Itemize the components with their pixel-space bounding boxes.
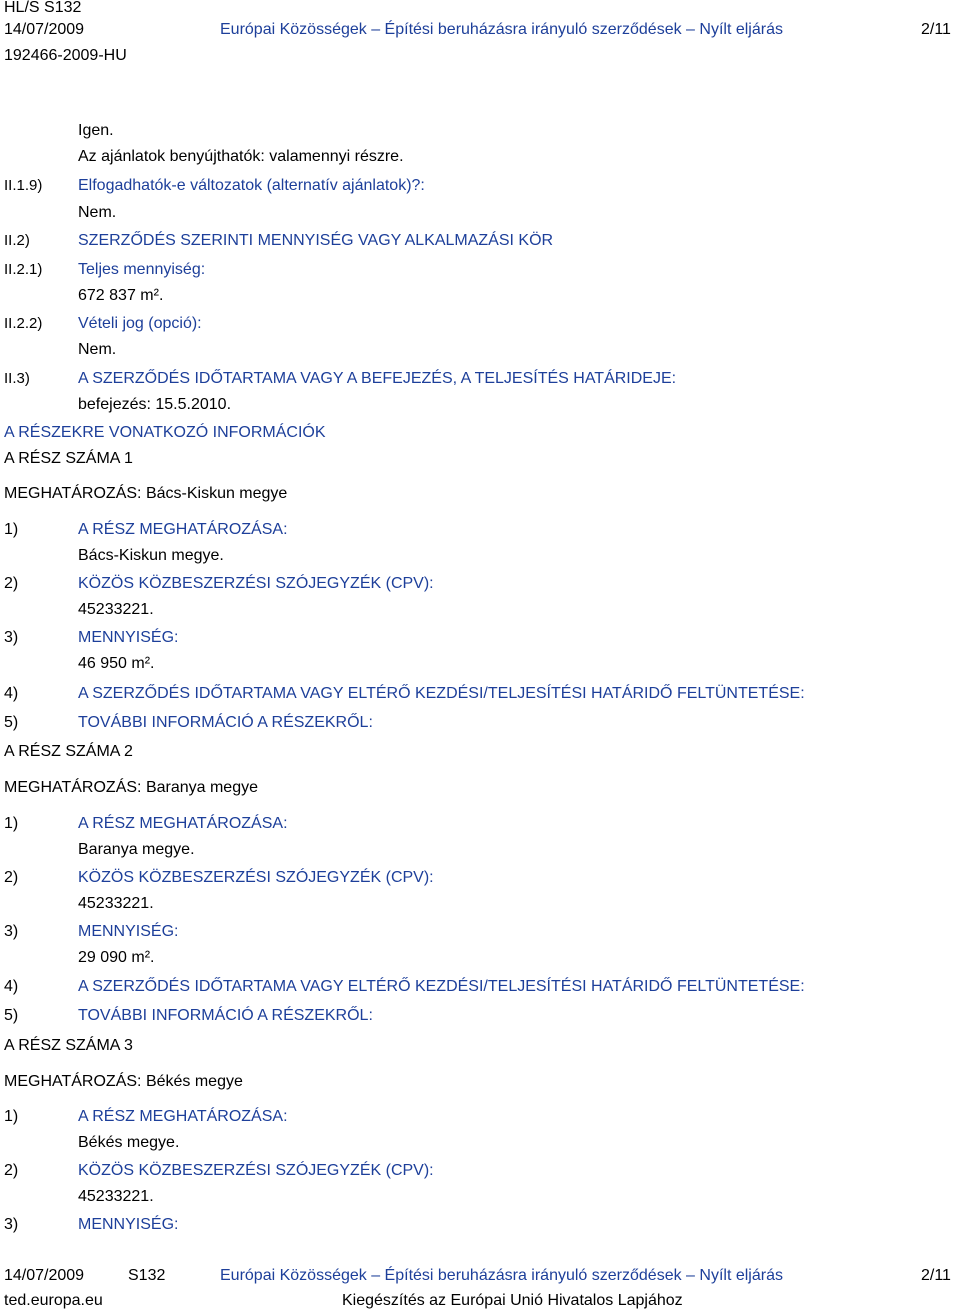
- lot-definition: MEGHATÁROZÁS: Baranya megye: [4, 779, 258, 796]
- reszek-heading: A RÉSZEKRE VONATKOZÓ INFORMÁCIÓK: [4, 424, 326, 441]
- lot-title: A RÉSZ SZÁMA 3: [4, 1037, 133, 1054]
- lot-item-number: 4): [4, 685, 19, 702]
- footer-journal: S132: [128, 1267, 166, 1284]
- lot-definition: MEGHATÁROZÁS: Békés megye: [4, 1073, 243, 1090]
- lot-definition: MEGHATÁROZÁS: Bács-Kiskun megye: [4, 485, 288, 502]
- lot-desc-label: A RÉSZ MEGHATÁROZÁSA:: [78, 521, 288, 538]
- lot-title: A RÉSZ SZÁMA 2: [4, 743, 133, 760]
- lot-desc-label: A RÉSZ MEGHATÁROZÁSA:: [78, 1108, 288, 1125]
- teljes-value: 672 837 m².: [78, 287, 164, 304]
- lot-item-number: 1): [4, 1108, 19, 1125]
- lot-time-label: A SZERZŐDÉS IDŐTARTAMA VAGY ELTÉRŐ KEZDÉSI/TELJESÍTÉSI HATÁRIDŐ FELTÜNTETÉSE:: [78, 978, 805, 995]
- header-date: 14/07/2009: [4, 21, 85, 38]
- lot-info-label: TOVÁBBI INFORMÁCIÓ A RÉSZEKRŐL:: [78, 714, 373, 731]
- lot-cpv-label: KÖZÖS KÖZBESZERZÉSI SZÓJEGYZÉK (CPV):: [78, 1162, 434, 1179]
- veteli-value: Nem.: [78, 341, 117, 358]
- lot-qty-value: 29 090 m².: [78, 949, 155, 966]
- section-number: II.2.1): [4, 261, 43, 278]
- lot-desc-label: A RÉSZ MEGHATÁROZÁSA:: [78, 815, 288, 832]
- teljes-label: Teljes mennyiség:: [78, 261, 206, 278]
- veteli-label: Vételi jog (opció):: [78, 315, 202, 332]
- lot-cpv-value: 45233221.: [78, 601, 154, 618]
- footer-title: Európai Közösségek – Építési beruházásra irányuló szerződések – Nyílt eljárás: [220, 1267, 783, 1284]
- lot-item-number: 5): [4, 1007, 19, 1024]
- lot-desc-value: Békés megye.: [78, 1134, 180, 1151]
- lot-item-number: 2): [4, 575, 19, 592]
- footer-site-link[interactable]: ted.europa.eu: [4, 1292, 103, 1309]
- alternativ-value: Nem.: [78, 204, 117, 221]
- lot-qty-label: MENNYISÉG:: [78, 923, 179, 940]
- lot-item-number: 1): [4, 815, 19, 832]
- idotartam-heading: A SZERZŐDÉS IDŐTARTAMA VAGY A BEFEJEZÉS, A TELJESÍTÉS HATÁRIDEJE:: [78, 370, 677, 387]
- footer-page: 2/11: [921, 1267, 951, 1284]
- document-id: 192466-2009-HU: [4, 47, 127, 64]
- lot-item-number: 2): [4, 1162, 19, 1179]
- lot-cpv-value: 45233221.: [78, 895, 154, 912]
- header-title: Európai Közösségek – Építési beruházásra irányuló szerződések – Nyílt eljárás: [220, 21, 783, 38]
- lot-item-number: 2): [4, 869, 19, 886]
- section-number: II.3): [4, 370, 30, 387]
- footer-supplement: Kiegészítés az Európai Unió Hivatalos Lapjához: [342, 1292, 683, 1309]
- ajanlatok-text: Az ajánlatok benyújthatók: valamennyi részre.: [78, 148, 404, 165]
- lot-qty-label: MENNYISÉG:: [78, 1216, 179, 1233]
- lot-cpv-label: KÖZÖS KÖZBESZERZÉSI SZÓJEGYZÉK (CPV):: [78, 575, 434, 592]
- lot-qty-label: MENNYISÉG:: [78, 629, 179, 646]
- igen-text: Igen.: [78, 122, 114, 139]
- lot-time-label: A SZERZŐDÉS IDŐTARTAMA VAGY ELTÉRŐ KEZDÉSI/TELJESÍTÉSI HATÁRIDŐ FELTÜNTETÉSE:: [78, 685, 805, 702]
- lot-item-number: 5): [4, 714, 19, 731]
- lot-title: A RÉSZ SZÁMA 1: [4, 450, 133, 467]
- befejezes-value: befejezés: 15.5.2010.: [78, 396, 232, 413]
- section-number: II.2.2): [4, 315, 43, 332]
- lot-item-number: 4): [4, 978, 19, 995]
- journal-ref: HL/S S132: [4, 0, 82, 16]
- lot-cpv-value: 45233221.: [78, 1188, 154, 1205]
- section-number: II.2): [4, 232, 30, 249]
- footer-date: 14/07/2009: [4, 1267, 85, 1284]
- lot-desc-value: Baranya megye.: [78, 841, 195, 858]
- header-page: 2/11: [921, 21, 951, 38]
- lot-item-number: 3): [4, 1216, 19, 1233]
- lot-qty-value: 46 950 m².: [78, 655, 155, 672]
- mennyiseg-heading: SZERZŐDÉS SZERINTI MENNYISÉG VAGY ALKALMAZÁSI KÖR: [78, 232, 554, 249]
- lot-desc-value: Bács-Kiskun megye.: [78, 547, 224, 564]
- lot-item-number: 1): [4, 521, 19, 538]
- section-number: II.1.9): [4, 177, 43, 194]
- lot-item-number: 3): [4, 629, 19, 646]
- lot-cpv-label: KÖZÖS KÖZBESZERZÉSI SZÓJEGYZÉK (CPV):: [78, 869, 434, 886]
- lot-item-number: 3): [4, 923, 19, 940]
- lot-info-label: TOVÁBBI INFORMÁCIÓ A RÉSZEKRŐL:: [78, 1007, 373, 1024]
- alternativ-label: Elfogadhatók-e változatok (alternatív ajánlatok)?:: [78, 177, 425, 194]
